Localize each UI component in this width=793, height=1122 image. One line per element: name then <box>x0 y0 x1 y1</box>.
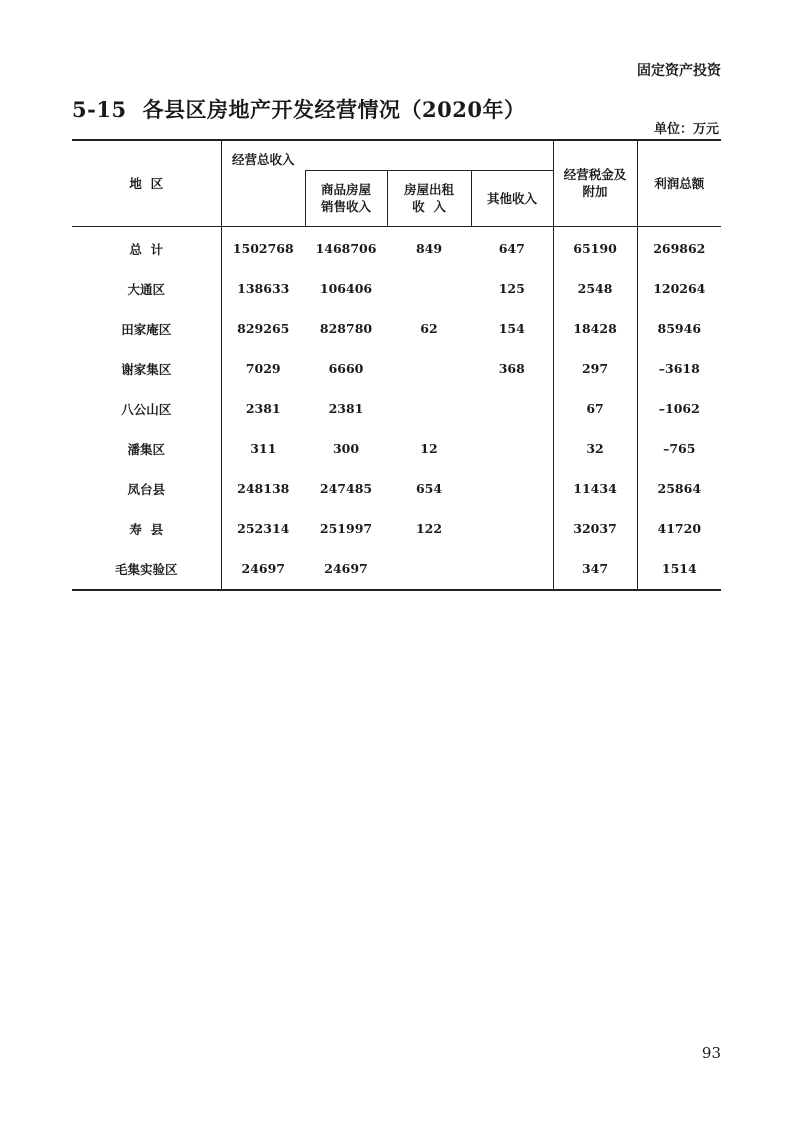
cell-region: 毛集实验区 <box>114 561 178 577</box>
cell-profit: 41720 <box>637 509 721 549</box>
header-tax: 经营税金及 附加 <box>553 140 637 226</box>
cell-tax: 2548 <box>553 269 637 309</box>
header-profit: 利润总额 <box>637 140 721 226</box>
cell-profit: 269862 <box>637 226 721 269</box>
cell-operating-income: 2381 <box>221 389 305 429</box>
cell-other <box>471 509 553 549</box>
cell-region: 大通区 <box>127 281 165 297</box>
cell-other: 125 <box>498 281 525 296</box>
table-row <box>72 389 721 429</box>
table-title: 各县区房地产开发经营情况（2020年） <box>142 97 526 122</box>
cell-region: 凤台县 <box>127 481 165 497</box>
cell-housing-sales: 828780 <box>319 321 373 336</box>
section-header: 固定资产投资 <box>637 63 721 79</box>
cell-region: 总 计 <box>129 241 164 257</box>
unit-label: 单位：万元 <box>653 122 719 137</box>
table-row <box>72 309 721 349</box>
table-row <box>72 349 721 389</box>
cell-profit: 1514 <box>637 549 721 590</box>
cell-rental <box>387 349 471 389</box>
cell-profit: –1062 <box>637 389 721 429</box>
table-row <box>72 509 721 549</box>
cell-operating-income: 7029 <box>221 349 305 389</box>
cell-rental <box>387 389 471 429</box>
cell-profit: 120264 <box>637 269 721 309</box>
cell-housing-sales: 1468706 <box>315 241 377 256</box>
cell-region: 潘集区 <box>127 441 165 457</box>
cell-tax: 297 <box>553 349 637 389</box>
cell-operating-income: 248138 <box>221 469 305 509</box>
header-rental: 房屋出租 收 入 <box>387 170 471 226</box>
cell-rental <box>387 549 471 590</box>
cell-rental: 849 <box>415 241 443 256</box>
table-row <box>72 226 721 269</box>
cell-tax: 18428 <box>553 309 637 349</box>
header-housing-sales: 商品房屋 销售收入 <box>305 170 387 226</box>
cell-housing-sales: 247485 <box>319 481 373 496</box>
cell-operating-income: 252314 <box>221 509 305 549</box>
table-row <box>72 469 721 509</box>
cell-housing-sales: 251997 <box>319 521 373 536</box>
cell-housing-sales: 106406 <box>319 281 373 296</box>
cell-housing-sales: 24697 <box>324 561 368 576</box>
cell-region: 谢家集区 <box>121 361 172 377</box>
cell-tax: 32 <box>553 429 637 469</box>
header-other: 其他收入 <box>471 170 553 226</box>
cell-other <box>471 469 553 509</box>
cell-other: 647 <box>498 241 525 256</box>
page-number: 93 <box>701 1044 721 1062</box>
cell-tax: 65190 <box>553 226 637 269</box>
cell-tax: 347 <box>553 549 637 590</box>
cell-rental: 654 <box>415 481 443 496</box>
cell-rental: 62 <box>420 321 438 336</box>
cell-other: 368 <box>498 361 525 376</box>
page-title <box>72 94 526 124</box>
cell-profit: –3618 <box>637 349 721 389</box>
cell-operating-income: 311 <box>221 429 305 469</box>
cell-profit: 85946 <box>637 309 721 349</box>
header-region: 地 区 <box>72 140 221 226</box>
cell-housing-sales: 300 <box>332 441 360 456</box>
data-table <box>72 139 721 591</box>
cell-region: 田家庵区 <box>121 321 172 337</box>
cell-operating-income: 1502768 <box>221 226 305 269</box>
table-row <box>72 549 721 590</box>
cell-tax: 67 <box>553 389 637 429</box>
cell-region: 寿 县 <box>129 521 164 537</box>
cell-operating-income: 24697 <box>221 549 305 590</box>
cell-profit: –765 <box>637 429 721 469</box>
cell-housing-sales: 6660 <box>328 361 364 376</box>
table-row <box>72 269 721 309</box>
table-row <box>72 429 721 469</box>
table-number: 5-15 <box>72 97 127 122</box>
cell-rental: 122 <box>415 521 443 536</box>
cell-housing-sales: 2381 <box>328 401 364 416</box>
cell-region: 八公山区 <box>121 401 172 417</box>
cell-profit: 25864 <box>637 469 721 509</box>
cell-other <box>471 429 553 469</box>
header-operating-income: 经营总收入 <box>221 140 305 170</box>
cell-rental: 12 <box>420 441 438 456</box>
cell-operating-income: 829265 <box>221 309 305 349</box>
cell-other <box>471 389 553 429</box>
cell-operating-income: 138633 <box>221 269 305 309</box>
cell-rental <box>387 269 471 309</box>
cell-tax: 11434 <box>553 469 637 509</box>
cell-other <box>471 549 553 590</box>
cell-tax: 32037 <box>553 509 637 549</box>
cell-other: 154 <box>498 321 525 336</box>
